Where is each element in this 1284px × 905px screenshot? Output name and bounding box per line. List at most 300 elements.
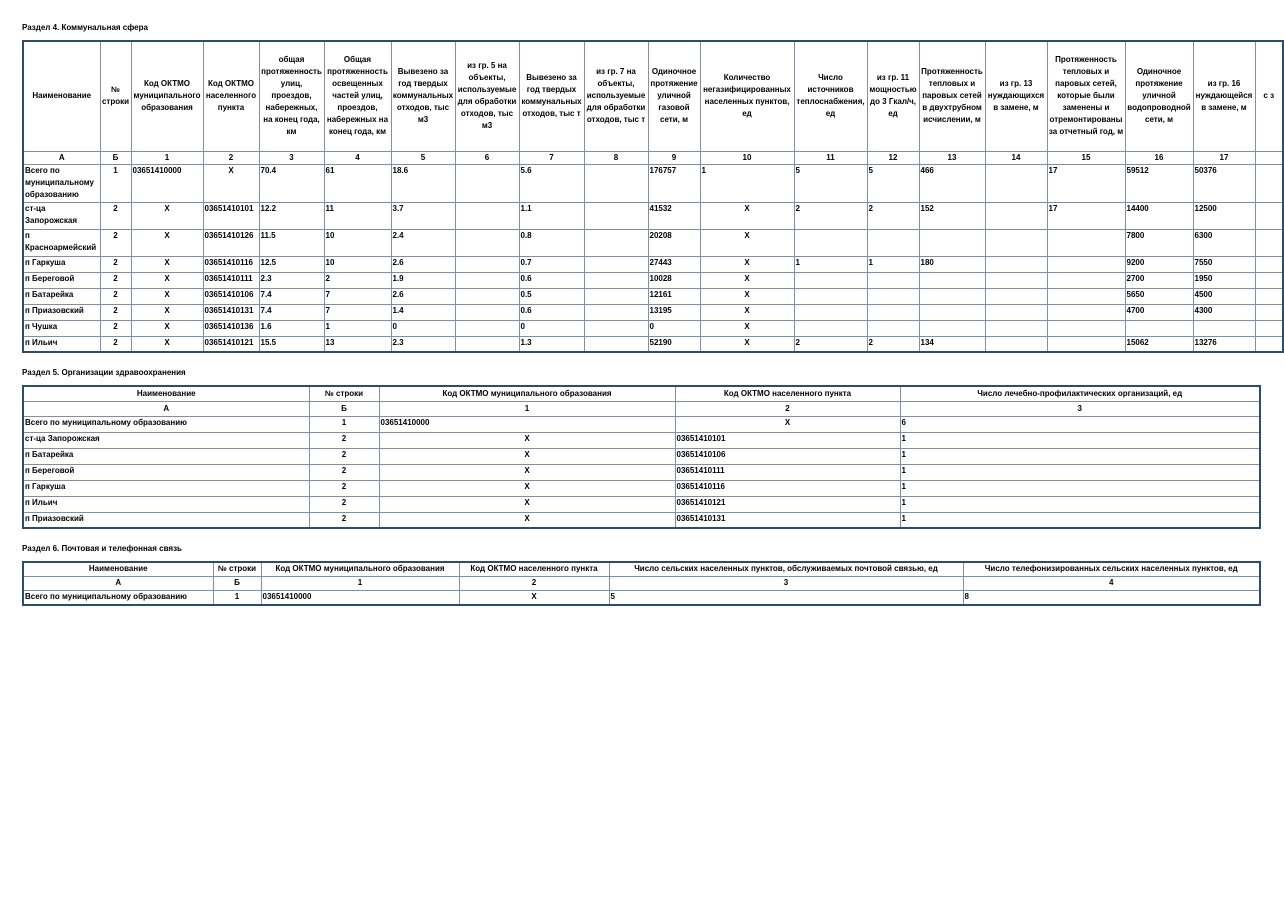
- table-cell: 1: [900, 496, 1260, 512]
- table-cell: X: [700, 229, 794, 256]
- table-cell: [1255, 304, 1283, 320]
- table-cell: 03651410101: [203, 202, 259, 229]
- table-cell: [1255, 272, 1283, 288]
- section4-table: [22, 40, 1284, 353]
- table-cell: 12.5: [259, 256, 324, 272]
- table-cell: 2: [100, 256, 131, 272]
- table-cell: 03651410111: [203, 272, 259, 288]
- table-cell: 2: [100, 272, 131, 288]
- index-cell: 4: [963, 576, 1260, 590]
- table-cell: 03651410136: [203, 320, 259, 336]
- table-cell: [794, 288, 867, 304]
- table-cell: [1047, 272, 1125, 288]
- section5-index-row: [23, 401, 1260, 416]
- table-cell: [584, 229, 648, 256]
- table-cell: [1193, 320, 1255, 336]
- table-cell: Всего по муниципальному образованию: [23, 164, 100, 202]
- header-cell: Наименование: [23, 562, 213, 576]
- table-row: [23, 320, 1283, 336]
- index-cell: 16: [1125, 151, 1193, 164]
- table-cell: [867, 304, 919, 320]
- table-row: [23, 496, 1260, 512]
- table-cell: 59512: [1125, 164, 1193, 202]
- header-cell: Код ОКТМО муниципального образования: [261, 562, 459, 576]
- table-row: [23, 272, 1283, 288]
- table-cell: 1: [309, 416, 379, 432]
- table-cell: 2: [309, 464, 379, 480]
- table-cell: [919, 320, 985, 336]
- table-cell: [867, 272, 919, 288]
- section4-header-row: [23, 41, 1283, 151]
- table-cell: п Красноармейский: [23, 229, 100, 256]
- table-cell: [1125, 320, 1193, 336]
- table-row: [23, 256, 1283, 272]
- table-cell: 2: [867, 336, 919, 352]
- table-cell: 2: [100, 336, 131, 352]
- index-cell: Б: [309, 401, 379, 416]
- table-cell: [1255, 229, 1283, 256]
- table-cell: 03651410106: [203, 288, 259, 304]
- table-cell: 12.2: [259, 202, 324, 229]
- table-cell: 0: [391, 320, 455, 336]
- index-cell: 15: [1047, 151, 1125, 164]
- table-cell: X: [700, 288, 794, 304]
- table-cell: 1: [900, 480, 1260, 496]
- table-cell: X: [459, 590, 609, 605]
- table-cell: 10028: [648, 272, 700, 288]
- table-cell: [985, 164, 1047, 202]
- table-row: [23, 229, 1283, 256]
- table-cell: X: [131, 202, 203, 229]
- table-row: [23, 202, 1283, 229]
- table-cell: [919, 229, 985, 256]
- header-cell: Код ОКТМО муниципального образования: [379, 386, 675, 401]
- table-cell: [1255, 336, 1283, 352]
- table-cell: [794, 229, 867, 256]
- index-cell: 3: [259, 151, 324, 164]
- table-cell: п Приазовский: [23, 304, 100, 320]
- table-cell: 10: [324, 256, 391, 272]
- table-cell: 50376: [1193, 164, 1255, 202]
- table-cell: 1950: [1193, 272, 1255, 288]
- header-cell: № строки: [213, 562, 261, 576]
- section4-index-row: [23, 151, 1283, 164]
- table-cell: 9200: [1125, 256, 1193, 272]
- index-cell: Б: [100, 151, 131, 164]
- section5-header-row: [23, 386, 1260, 401]
- index-cell: 2: [459, 576, 609, 590]
- index-cell: [1255, 151, 1283, 164]
- table-cell: 03651410000: [379, 416, 675, 432]
- table-cell: 15.5: [259, 336, 324, 352]
- table-cell: Всего по муниципальному образованию: [23, 416, 309, 432]
- header-cell: из гр. 11 мощностью до 3 Гкал/ч, ед: [867, 41, 919, 151]
- table-cell: п Приазовский: [23, 512, 309, 528]
- table-row: [23, 304, 1283, 320]
- table-cell: 52190: [648, 336, 700, 352]
- table-cell: 27443: [648, 256, 700, 272]
- table-cell: [1047, 256, 1125, 272]
- table-cell: X: [131, 288, 203, 304]
- table-cell: X: [675, 416, 900, 432]
- header-cell: № строки: [309, 386, 379, 401]
- table-cell: 17: [1047, 202, 1125, 229]
- header-cell: из гр. 16 нуждающейся в замене, м: [1193, 41, 1255, 151]
- table-cell: 1: [900, 512, 1260, 528]
- table-cell: [867, 320, 919, 336]
- section4-title: Раздел 4. Коммунальная сфера: [22, 23, 148, 32]
- section4-table-viewport[interactable]: [22, 40, 1275, 352]
- table-cell: 0: [519, 320, 584, 336]
- table-cell: 7: [324, 288, 391, 304]
- header-cell: № строки: [100, 41, 131, 151]
- table-cell: 6: [900, 416, 1260, 432]
- table-cell: [985, 256, 1047, 272]
- section6-header-row: [23, 562, 1260, 576]
- header-cell: Число источников теплоснабжения, ед: [794, 41, 867, 151]
- section5-title: Раздел 5. Организации здравоохранения: [22, 368, 186, 377]
- table-cell: 2.6: [391, 288, 455, 304]
- index-cell: 13: [919, 151, 985, 164]
- table-cell: 1.9: [391, 272, 455, 288]
- table-cell: 03651410131: [203, 304, 259, 320]
- table-cell: 2: [309, 432, 379, 448]
- index-cell: 8: [584, 151, 648, 164]
- table-cell: X: [379, 496, 675, 512]
- table-cell: 7: [324, 304, 391, 320]
- table-cell: [794, 320, 867, 336]
- header-cell: Число сельских населенных пунктов, обслуживаемых почтовой связью, ед: [609, 562, 963, 576]
- table-cell: [584, 288, 648, 304]
- section6-index-row: [23, 576, 1260, 590]
- table-cell: 1: [100, 164, 131, 202]
- header-cell: Наименование: [23, 386, 309, 401]
- table-cell: 2: [309, 496, 379, 512]
- table-cell: 2: [100, 320, 131, 336]
- table-cell: 5: [867, 164, 919, 202]
- table-cell: X: [131, 229, 203, 256]
- table-cell: [455, 229, 519, 256]
- table-cell: [1047, 304, 1125, 320]
- table-cell: [1255, 256, 1283, 272]
- section5-table-viewport: [22, 385, 1259, 529]
- table-cell: 0.7: [519, 256, 584, 272]
- table-cell: [584, 164, 648, 202]
- table-cell: X: [131, 272, 203, 288]
- table-cell: 13195: [648, 304, 700, 320]
- table-cell: 1.4: [391, 304, 455, 320]
- table-cell: 2.6: [391, 256, 455, 272]
- header-cell: Код ОКТМО муниципального образования: [131, 41, 203, 151]
- table-cell: 1: [900, 432, 1260, 448]
- table-row: [23, 288, 1283, 304]
- table-cell: [1047, 229, 1125, 256]
- header-cell: Вывезено за год твердых коммунальных отходов, тыс м3: [391, 41, 455, 151]
- index-cell: 1: [379, 401, 675, 416]
- table-cell: 03651410101: [675, 432, 900, 448]
- table-cell: [455, 256, 519, 272]
- table-cell: 2: [309, 448, 379, 464]
- index-cell: 4: [324, 151, 391, 164]
- table-cell: 2.3: [259, 272, 324, 288]
- header-cell: Код ОКТМО населенного пункта: [675, 386, 900, 401]
- table-cell: 03651410116: [675, 480, 900, 496]
- table-cell: [985, 288, 1047, 304]
- table-cell: 5: [609, 590, 963, 605]
- table-cell: 7800: [1125, 229, 1193, 256]
- index-cell: А: [23, 576, 213, 590]
- table-cell: 03651410111: [675, 464, 900, 480]
- index-cell: А: [23, 401, 309, 416]
- header-cell: Число лечебно-профилактических организаций, ед: [900, 386, 1260, 401]
- table-cell: 2: [324, 272, 391, 288]
- table-cell: [985, 272, 1047, 288]
- table-cell: 2: [794, 202, 867, 229]
- header-cell: Одиночное протяжение уличной водопроводной сети, м: [1125, 41, 1193, 151]
- table-cell: [867, 229, 919, 256]
- table-row: [23, 416, 1260, 432]
- table-cell: X: [379, 464, 675, 480]
- table-cell: 03651410106: [675, 448, 900, 464]
- table-cell: 0.6: [519, 304, 584, 320]
- table-cell: 2: [100, 304, 131, 320]
- table-row: [23, 512, 1260, 528]
- header-cell: Общая протяженность освещенных частей улиц, проездов, набережных на конец года, км: [324, 41, 391, 151]
- index-cell: 6: [455, 151, 519, 164]
- header-cell: Код ОКТМО населенного пункта: [459, 562, 609, 576]
- table-cell: [584, 320, 648, 336]
- table-cell: 13: [324, 336, 391, 352]
- table-cell: [985, 336, 1047, 352]
- table-cell: [794, 272, 867, 288]
- table-cell: [985, 202, 1047, 229]
- table-cell: [1047, 320, 1125, 336]
- table-cell: 2.3: [391, 336, 455, 352]
- table-cell: [1255, 164, 1283, 202]
- table-row: [23, 432, 1260, 448]
- table-cell: X: [131, 336, 203, 352]
- table-cell: 1.3: [519, 336, 584, 352]
- table-cell: 03651410116: [203, 256, 259, 272]
- table-row: [23, 448, 1260, 464]
- table-cell: п Чушка: [23, 320, 100, 336]
- table-cell: X: [379, 448, 675, 464]
- index-cell: 1: [261, 576, 459, 590]
- index-cell: 2: [675, 401, 900, 416]
- table-row: [23, 164, 1283, 202]
- table-cell: [1255, 202, 1283, 229]
- table-cell: X: [203, 164, 259, 202]
- table-row: [23, 480, 1260, 496]
- header-cell: общая протяженность улиц, проездов, набережных, на конец года, км: [259, 41, 324, 151]
- table-cell: 2: [309, 512, 379, 528]
- table-cell: п Береговой: [23, 464, 309, 480]
- index-cell: 3: [609, 576, 963, 590]
- header-cell: из гр. 7 на объекты, используемые для обработки отходов, тыс т: [584, 41, 648, 151]
- table-cell: [919, 304, 985, 320]
- table-cell: 4300: [1193, 304, 1255, 320]
- table-cell: 0.6: [519, 272, 584, 288]
- table-cell: п Гаркуша: [23, 480, 309, 496]
- table-cell: 7.4: [259, 288, 324, 304]
- table-cell: п Ильич: [23, 496, 309, 512]
- table-row: [23, 464, 1260, 480]
- table-cell: ст-ца Запорожская: [23, 202, 100, 229]
- table-cell: [867, 288, 919, 304]
- table-cell: 6300: [1193, 229, 1255, 256]
- table-cell: [985, 320, 1047, 336]
- table-cell: [455, 272, 519, 288]
- table-cell: 7.4: [259, 304, 324, 320]
- table-cell: 134: [919, 336, 985, 352]
- table-cell: [455, 320, 519, 336]
- index-cell: 11: [794, 151, 867, 164]
- table-cell: п Батарейка: [23, 448, 309, 464]
- index-cell: 3: [900, 401, 1260, 416]
- table-cell: [455, 288, 519, 304]
- table-cell: 0.5: [519, 288, 584, 304]
- table-cell: [1255, 288, 1283, 304]
- index-cell: 1: [131, 151, 203, 164]
- table-cell: 20208: [648, 229, 700, 256]
- table-cell: X: [700, 202, 794, 229]
- table-cell: 12500: [1193, 202, 1255, 229]
- table-cell: 2: [309, 480, 379, 496]
- table-cell: [455, 202, 519, 229]
- table-cell: 13276: [1193, 336, 1255, 352]
- section6-title: Раздел 6. Почтовая и телефонная связь: [22, 544, 182, 553]
- table-cell: [1047, 336, 1125, 352]
- table-cell: Всего по муниципальному образованию: [23, 590, 213, 605]
- table-cell: ст-ца Запорожская: [23, 432, 309, 448]
- table-cell: 2: [100, 202, 131, 229]
- header-cell: Протяженность тепловых и паровых сетей, которые были заменены и отремонтированы за отчетный год, м: [1047, 41, 1125, 151]
- table-cell: 1: [794, 256, 867, 272]
- table-cell: 1: [867, 256, 919, 272]
- table-cell: 10: [324, 229, 391, 256]
- table-cell: 03651410000: [261, 590, 459, 605]
- table-cell: 5: [794, 164, 867, 202]
- table-cell: [985, 304, 1047, 320]
- table-cell: 180: [919, 256, 985, 272]
- index-cell: 5: [391, 151, 455, 164]
- table-cell: п Батарейка: [23, 288, 100, 304]
- section6-table: [22, 561, 1261, 606]
- table-cell: X: [700, 320, 794, 336]
- table-cell: 03651410121: [675, 496, 900, 512]
- table-cell: 2: [867, 202, 919, 229]
- index-cell: 17: [1193, 151, 1255, 164]
- table-cell: 2700: [1125, 272, 1193, 288]
- index-cell: Б: [213, 576, 261, 590]
- header-cell: Наименование: [23, 41, 100, 151]
- table-cell: [1047, 288, 1125, 304]
- table-cell: [584, 272, 648, 288]
- table-cell: 5650: [1125, 288, 1193, 304]
- table-cell: [455, 304, 519, 320]
- table-cell: [985, 229, 1047, 256]
- index-cell: 14: [985, 151, 1047, 164]
- table-cell: 1.6: [259, 320, 324, 336]
- table-cell: 1: [900, 448, 1260, 464]
- header-cell: с з: [1255, 41, 1283, 151]
- table-cell: X: [700, 304, 794, 320]
- header-cell: Количество негазифицированных населенных пунктов, ед: [700, 41, 794, 151]
- index-cell: А: [23, 151, 100, 164]
- index-cell: 9: [648, 151, 700, 164]
- table-cell: 11: [324, 202, 391, 229]
- table-cell: 1.1: [519, 202, 584, 229]
- header-cell: из гр. 13 нуждающихся в замене, м: [985, 41, 1047, 151]
- header-cell: Протяженность тепловых и паровых сетей в двухтрубном исчислении, м: [919, 41, 985, 151]
- table-row: [23, 336, 1283, 352]
- table-row: [23, 590, 1260, 605]
- header-cell: из гр. 5 на объекты, используемые для обработки отходов, тыс м3: [455, 41, 519, 151]
- table-cell: 0.8: [519, 229, 584, 256]
- table-cell: X: [131, 304, 203, 320]
- table-cell: 2: [100, 288, 131, 304]
- table-cell: 14400: [1125, 202, 1193, 229]
- table-cell: [584, 202, 648, 229]
- table-cell: 2.4: [391, 229, 455, 256]
- table-cell: X: [700, 336, 794, 352]
- table-cell: 70.4: [259, 164, 324, 202]
- table-cell: X: [700, 256, 794, 272]
- table-cell: [919, 288, 985, 304]
- table-cell: 2: [100, 229, 131, 256]
- table-cell: X: [700, 272, 794, 288]
- table-cell: [1255, 320, 1283, 336]
- index-cell: 12: [867, 151, 919, 164]
- section6-table-viewport: [22, 561, 1259, 606]
- section5-table: [22, 385, 1261, 529]
- table-cell: 4500: [1193, 288, 1255, 304]
- table-cell: 466: [919, 164, 985, 202]
- table-cell: 03651410131: [675, 512, 900, 528]
- table-cell: п Береговой: [23, 272, 100, 288]
- table-cell: п Ильич: [23, 336, 100, 352]
- table-cell: X: [131, 256, 203, 272]
- table-cell: 1: [700, 164, 794, 202]
- table-cell: 2: [794, 336, 867, 352]
- header-cell: Код ОКТМО населенного пункта: [203, 41, 259, 151]
- table-cell: 18.6: [391, 164, 455, 202]
- table-cell: 8: [963, 590, 1260, 605]
- table-cell: 11.5: [259, 229, 324, 256]
- table-cell: [455, 164, 519, 202]
- table-cell: [794, 304, 867, 320]
- table-cell: 1: [324, 320, 391, 336]
- table-cell: [584, 304, 648, 320]
- table-cell: X: [131, 320, 203, 336]
- table-cell: 176757: [648, 164, 700, 202]
- table-cell: 4700: [1125, 304, 1193, 320]
- table-cell: 152: [919, 202, 985, 229]
- table-cell: п Гаркуша: [23, 256, 100, 272]
- table-cell: 61: [324, 164, 391, 202]
- table-cell: 17: [1047, 164, 1125, 202]
- table-cell: [584, 336, 648, 352]
- table-cell: 1: [213, 590, 261, 605]
- table-cell: 41532: [648, 202, 700, 229]
- table-cell: [919, 272, 985, 288]
- index-cell: 10: [700, 151, 794, 164]
- table-cell: 03651410000: [131, 164, 203, 202]
- table-cell: [584, 256, 648, 272]
- table-cell: 15062: [1125, 336, 1193, 352]
- table-cell: X: [379, 432, 675, 448]
- index-cell: 7: [519, 151, 584, 164]
